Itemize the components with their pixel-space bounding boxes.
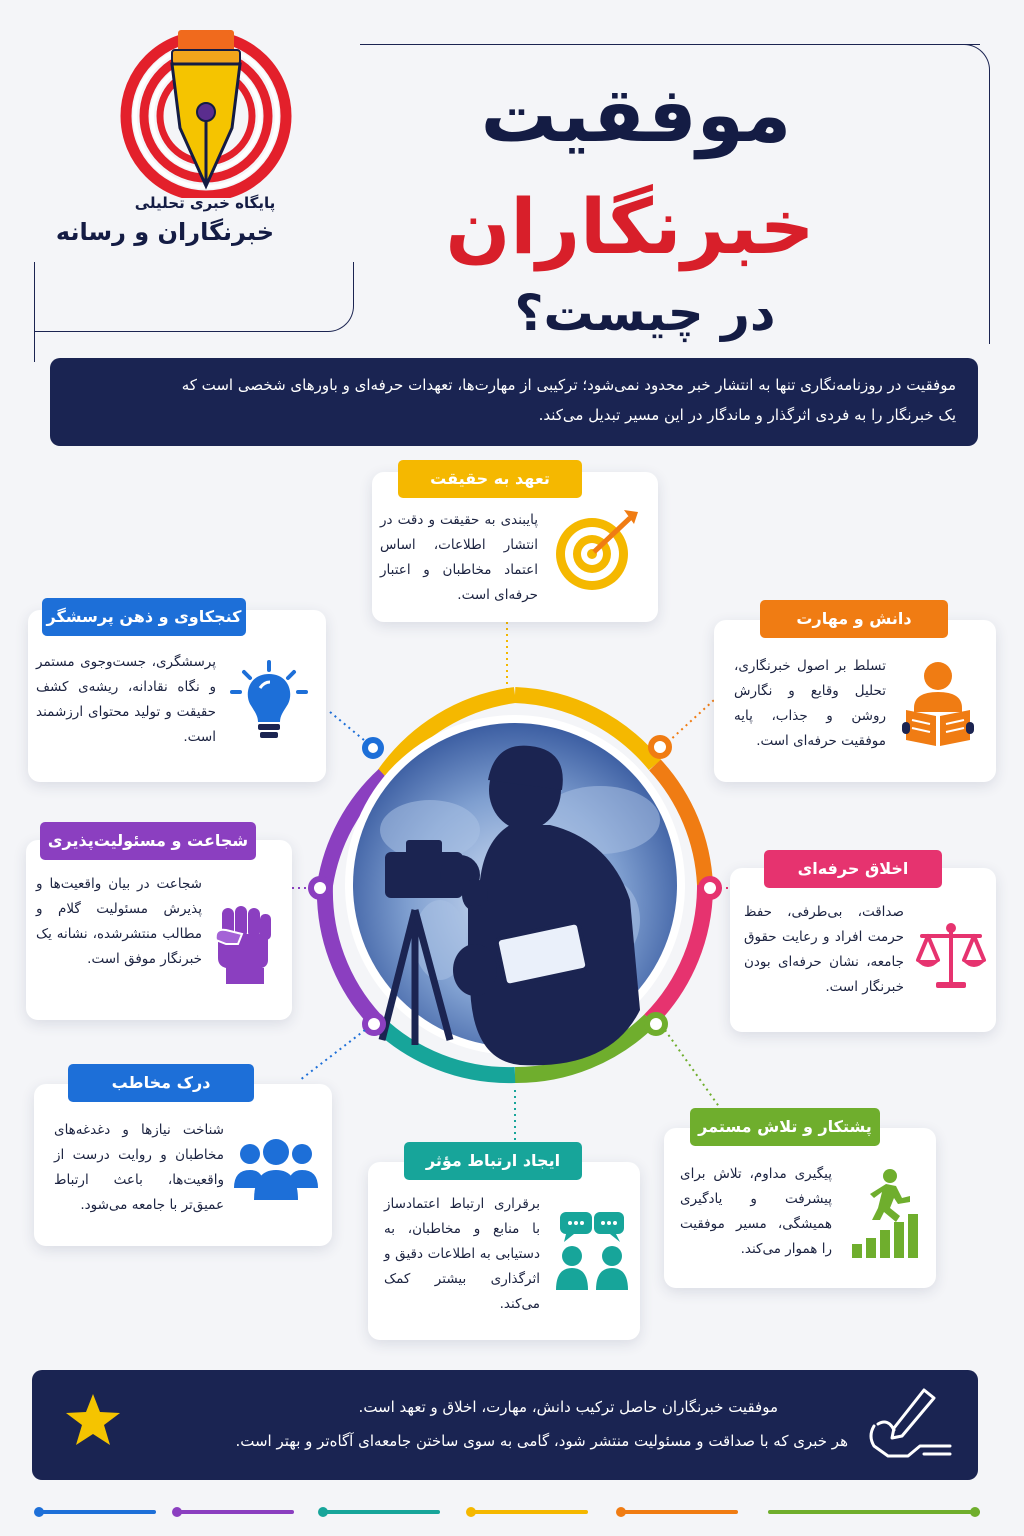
card-text-communication: برقراری ارتباط اعتمادساز با منابع و مخاطبان، به دستیابی به اطلاعات دقیق و اثرگذاری بیشتر کمک می‌کند.: [384, 1196, 540, 1312]
hand-writing-icon: [864, 1386, 960, 1464]
intro-line-2: یک خبرنگار را به فردی اثرگذار و ماندگار در این مسیر تبدیل می‌کند.: [538, 406, 956, 424]
card-title-curiosity: کنجکاوی و ذهن پرسشگر: [42, 598, 246, 636]
bottom-bar-blue: [38, 1510, 156, 1514]
bottom-bar-dot-yellow: [466, 1507, 476, 1517]
conversation-icon: [556, 1208, 628, 1292]
card-text-ethics: صداقت، بی‌طرفی، حفظ حرمت افراد و رعایت حقوق جامعه، نشان حرفه‌ای بودن خبرنگار است.: [744, 904, 904, 995]
bottom-bar-dot-teal: [318, 1507, 328, 1517]
lightbulb-icon: [228, 660, 310, 744]
card-title-perseverance: پشتکار و تلاش مستمر: [690, 1108, 880, 1146]
title-line-3: در چیست؟: [514, 284, 776, 342]
logo-subtitle: پایگاه خبری تحلیلی: [134, 194, 276, 212]
card-title-ethics: اخلاق حرفه‌ای: [764, 850, 942, 888]
card-text-curiosity: پرسشگری، جست‌وجوی مستمر و نگاه نقادانه، ریشه‌ی کشف حقیقت و تولید محتوای ارزشمند است.: [36, 654, 216, 745]
card-text-perseverance: پیگیری مداوم، تلاش برای پیشرفت و یادگیری همیشگی، مسیر موفقیت را هموار می‌کند.: [680, 1166, 832, 1257]
logo-name: خبرنگاران و رسانه: [55, 218, 275, 246]
footer-box: [32, 1370, 978, 1480]
card-text-knowledge: تسلط بر اصول خبرنگاری، تحلیل وقایع و نگارش روشن و جذاب، پایه موفقیت حرفه‌ای است.: [734, 658, 886, 749]
card-title-knowledge: دانش و مهارت: [760, 600, 948, 638]
footer-line-2: هر خبری که با صداقت و مسئولیت منتشر شود، گامی به سوی ساختن جامعه‌ای آگاه‌تر و بهتر است.: [235, 1432, 848, 1450]
card-text-courage: شجاعت در بیان واقعیت‌ها و پذیرش مسئولیت گلام و مطالب منتشرشده، نشانه یک خبرنگار موفق است.: [36, 876, 202, 967]
climbing-steps-icon: [850, 1168, 922, 1260]
bottom-bar-dot-blue: [34, 1507, 44, 1517]
bottom-bar-dot-orange: [616, 1507, 626, 1517]
star-icon: [64, 1392, 122, 1448]
bottom-bar-teal: [322, 1510, 440, 1514]
intro-line-1: موفقیت در روزنامه‌نگاری تنها به انتشار خبر محدود نمی‌شود؛ ترکیبی از مهارت‌ها، تعهدات حرفه‌ای و باورهای شخصی است که: [181, 376, 956, 394]
card-title-truth: تعهد به حقیقت: [398, 460, 582, 498]
bottom-bar-green: [768, 1510, 980, 1514]
title-line-1: موفقیت: [480, 70, 792, 159]
audience-group-icon: [234, 1138, 318, 1204]
bottom-bar-purple: [176, 1510, 294, 1514]
target-icon: [552, 504, 644, 594]
reading-person-icon: [902, 660, 974, 748]
title-line-2: خبرنگاران: [445, 182, 815, 271]
raised-fist-icon: [212, 904, 274, 986]
bottom-bar-yellow: [470, 1510, 588, 1514]
bottom-bar-dot-green: [970, 1507, 980, 1517]
balance-scale-icon: [914, 922, 988, 990]
card-title-courage: شجاعت و مسئولیت‌پذیری: [40, 822, 256, 860]
bottom-bar-dot-purple: [172, 1507, 182, 1517]
footer-line-1: موفقیت خبرنگاران حاصل ترکیب دانش، مهارت، اخلاق و تعهد است.: [358, 1398, 778, 1416]
card-text-truth: پایبندی به حقیقت و دقت در انتشار اطلاعات، اساس اعتماد مخاطبان و اعتبار حرفه‌ای است.: [380, 512, 538, 603]
card-title-communication: ایجاد ارتباط مؤثر: [404, 1142, 582, 1180]
card-title-audience: درک مخاطب: [68, 1064, 254, 1102]
bottom-bar-orange: [620, 1510, 738, 1514]
card-text-audience: شناخت نیازها و دغدغه‌های مخاطبان و روایت درست از واقعیت‌ها، باعث ارتباط عمیق‌تر با جامعه می‌شود.: [54, 1122, 224, 1213]
